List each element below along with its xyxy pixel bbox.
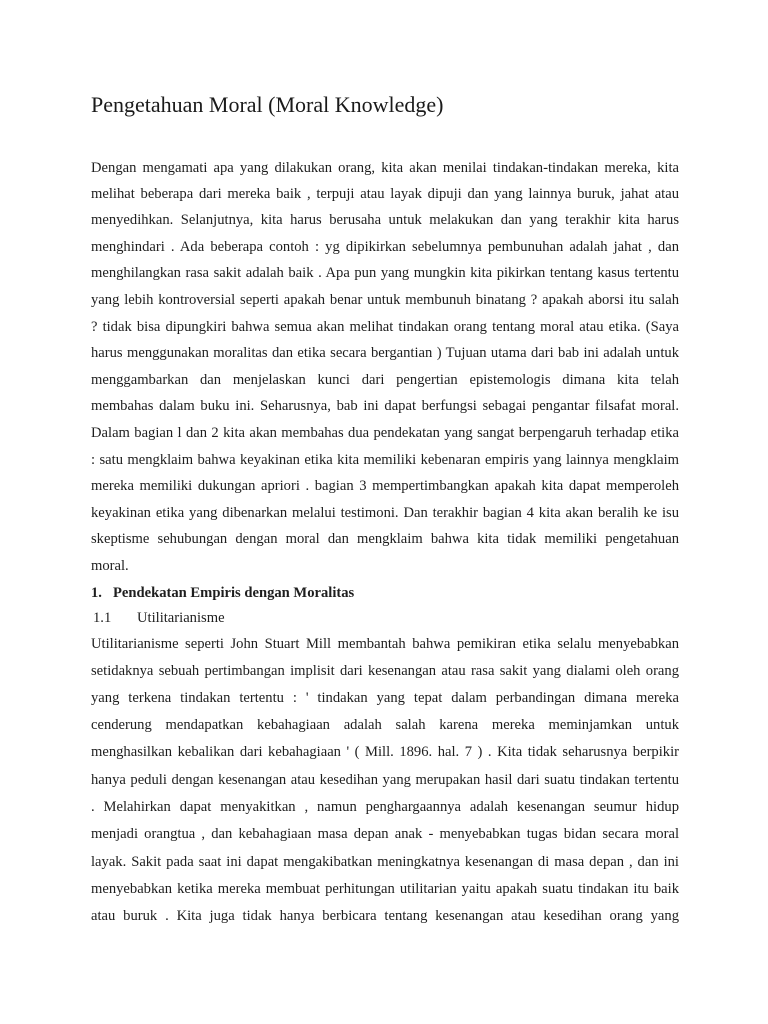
paragraph-line: . Melahirkan dapat menyakitkan , namun penghargaannya adalah kesenangan seumur hidup — [91, 799, 679, 815]
paragraph-line: harus menggunakan moralitas dan etika secara bergantian ) Tujuan utama dari bab ini adalah untuk — [91, 345, 679, 361]
paragraph-line: : satu mengklaim bahwa keyakinan etika kita memiliki kebenaran empiris yang lainnya mengklaim — [91, 452, 679, 468]
paragraph-line: menyebabkan ketika mereka membuat perhitungan utilitarian yaitu apakah suatu tindakan itu baik — [91, 881, 679, 897]
section-number: 1. — [91, 585, 102, 601]
subsection-title: Utilitarianisme — [137, 610, 225, 626]
subsection-heading — [93, 610, 681, 626]
paragraph-line: moral. — [91, 558, 129, 574]
paragraph-line: yang terkena tindakan tertentu : ' tindakan yang tepat dalam perbandingan dimana mereka — [91, 690, 679, 706]
paragraph-line: yang lebih kontroversial seperti apakah benar untuk membunuh binatang ? apakah aborsi itu salah — [91, 292, 679, 308]
paragraph-line: layak. Sakit pada saat ini dapat mengakibatkan meningkatnya kesenangan di masa depan , dan ini — [91, 854, 679, 870]
paragraph-line: setidaknya sebuah pertimbangan implisit dari kesenangan atau rasa sakit yang dialami oleh orang — [91, 663, 679, 679]
paragraph-line: cenderung mendapatkan kebahagiaan adalah salah karena mereka meminjamkan untuk — [91, 717, 679, 733]
paragraph-line: menghindari . Ada beberapa contoh : yg dipikirkan sebelumnya pembunuhan adalah jahat , dan — [91, 239, 679, 255]
section-title: Pendekatan Empiris dengan Moralitas — [113, 585, 355, 601]
paragraph-line: menyedihkan. Selanjutnya, kita harus berusaha untuk melakukan dan yang terakhir kita harus — [91, 212, 679, 228]
paragraph-line: menggambarkan dan menjelaskan kunci dari pengertian epistemologis dimana kita telah — [91, 372, 679, 388]
paragraph-line: membahas dalam buku ini. Seharusnya, bab ini dapat berfungsi sebagai pengantar filsafat moral. — [91, 398, 679, 414]
paragraph-line: Dalam bagian l dan 2 kita akan membahas dua pendekatan yang sangat berpengaruh terhadap etika — [91, 425, 679, 441]
section-heading — [91, 585, 679, 601]
page-title: Pengetahuan Moral (Moral Knowledge) — [91, 92, 444, 117]
paragraph-line: ? tidak bisa dipungkiri bahwa semua akan melihat tindakan orang tentang moral atau etika. (Saya — [91, 319, 679, 335]
paragraph-line: Utilitarianisme seperti John Stuart Mill membantah bahwa pemikiran etika selalu menyebabkan — [91, 636, 679, 652]
paragraph-line: menjadi orangtua , dan kebahagiaan masa depan anak - menyebabkan tugas bidan secara moral — [91, 826, 679, 842]
paragraph-line: mereka memiliki dukungan apriori . bagian 3 mempertimbangkan apakah kita dapat memperoleh — [91, 478, 679, 494]
paragraph-line: hanya peduli dengan kesenangan atau kesedihan yang merupakan hasil dari suatu tindakan tertentu — [91, 772, 679, 788]
paragraph-line: Dengan mengamati apa yang dilakukan orang, kita akan menilai tindakan-tindakan mereka, kita — [91, 160, 679, 176]
paragraph-line: skeptisme sehubungan dengan moral dan mengklaim bahwa kita tidak memiliki pengetahuan — [91, 531, 679, 547]
paragraph-line: melihat beberapa dari mereka baik , terpuji atau layak dipuji dan yang lainnya buruk, jahat atau — [91, 186, 679, 202]
paragraph-line: keyakinan etika yang dibenarkan melalui testimoni. Dan terakhir bagian 4 kita akan beralih ke isu — [91, 505, 679, 521]
paragraph-line: menghilangkan rasa sakit adalah baik . Apa pun yang mungkin kita pikirkan tentang kasus tertentu — [91, 265, 679, 281]
subsection-number: 1.1 — [93, 610, 112, 626]
paragraph-line: atau buruk . Kita juga tidak hanya berbicara tentang kesenangan atau kesedihan orang yang — [91, 908, 679, 924]
paragraph-line: menghasilkan kebalikan dari kebahagiaan ' ( Mill. 1896. hal. 7 ) . Kita tidak seharusnya berpikir — [91, 744, 679, 760]
